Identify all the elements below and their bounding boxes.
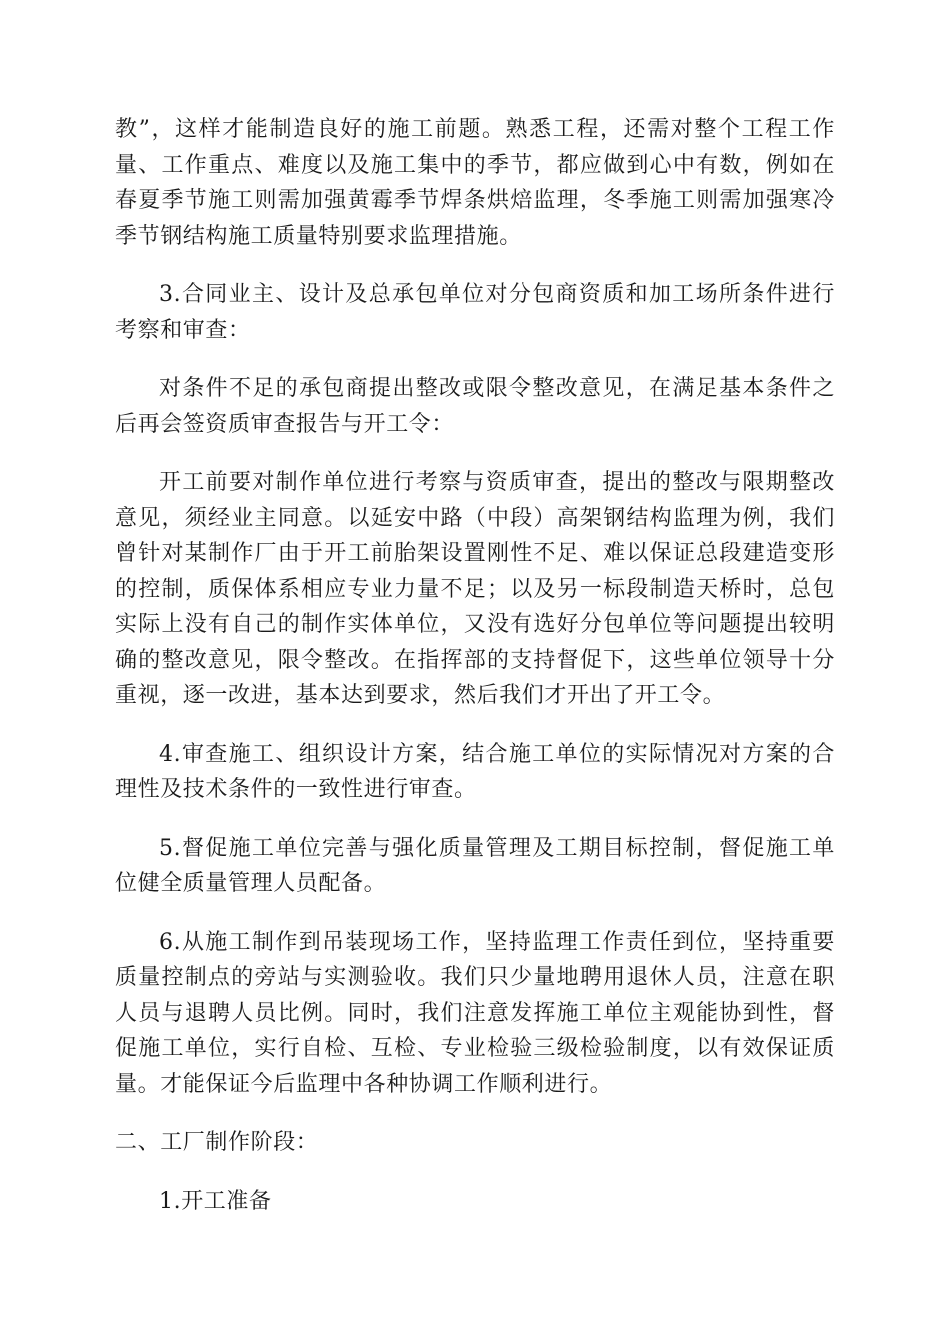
paragraph-example: 开工前要对制作单位进行考察与资质审查，提出的整改与限期整改意见，须经业主同意。以延安中路（中段）高架钢结构监理为例，我们曾针对某制作厂由于开工前胎架设置刚性不足、难以保证总段建造变形的控制，质保体系相应专业力量不足；以及另一标段制造天桥时，总包实际上没有自己的制作实体单位，又没有选好分包单位等问题提出较明确的整改意见，限令整改。在指挥部的支持督促下，这些单位领导十分重视，逐一改进，基本达到要求，然后我们才开出了开工令。: [115, 470, 835, 708]
paragraph-continuation: 教”，这样才能制造良好的施工前题。熟悉工程，还需对整个工程工作量、工作重点、难度以及施工集中的季节，都应做到心中有数，例如在春夏季节施工则需加强黄霉季节焊条烘焙监理，冬季施工则需加强寒冷季节钢结构施工质量特别要求监理措施。: [115, 117, 835, 249]
document-body: [115, 112, 835, 1219]
subsection-heading: 1.开工准备: [159, 1188, 272, 1214]
paragraph-item-6: 6.从施工制作到吊装现场工作，坚持监理工作责任到位，坚持重要质量控制点的旁站与实测验收。我们只少量地聘用退休人员，注意在职人员与退聘人员比例。同时，我们注意发挥施工单位主观能协到性，督促施工单位，实行自检、互检、专业检验三级检验制度，以有效保证质量。才能保证今后监理中各种协调工作顺利进行。: [115, 929, 835, 1097]
paragraph-rectification: 对条件不足的承包商提出整改或限令整改意见，在满足基本条件之后再会签资质审查报告与开工令：: [115, 376, 835, 437]
paragraph-item-3: 3.合同业主、设计及总承包单位对分包商资质和加工场所条件进行考察和审查：: [115, 282, 835, 343]
section-heading: 二、工厂制作阶段：: [115, 1130, 319, 1155]
paragraph-item-5: 5.督促施工单位完善与强化质量管理及工期目标控制，督促施工单位健全质量管理人员配备。: [115, 835, 835, 896]
paragraph-item-4: 4.审查施工、组织设计方案，结合施工单位的实际情况对方案的合理性及技术条件的一致性进行审查。: [115, 741, 835, 802]
